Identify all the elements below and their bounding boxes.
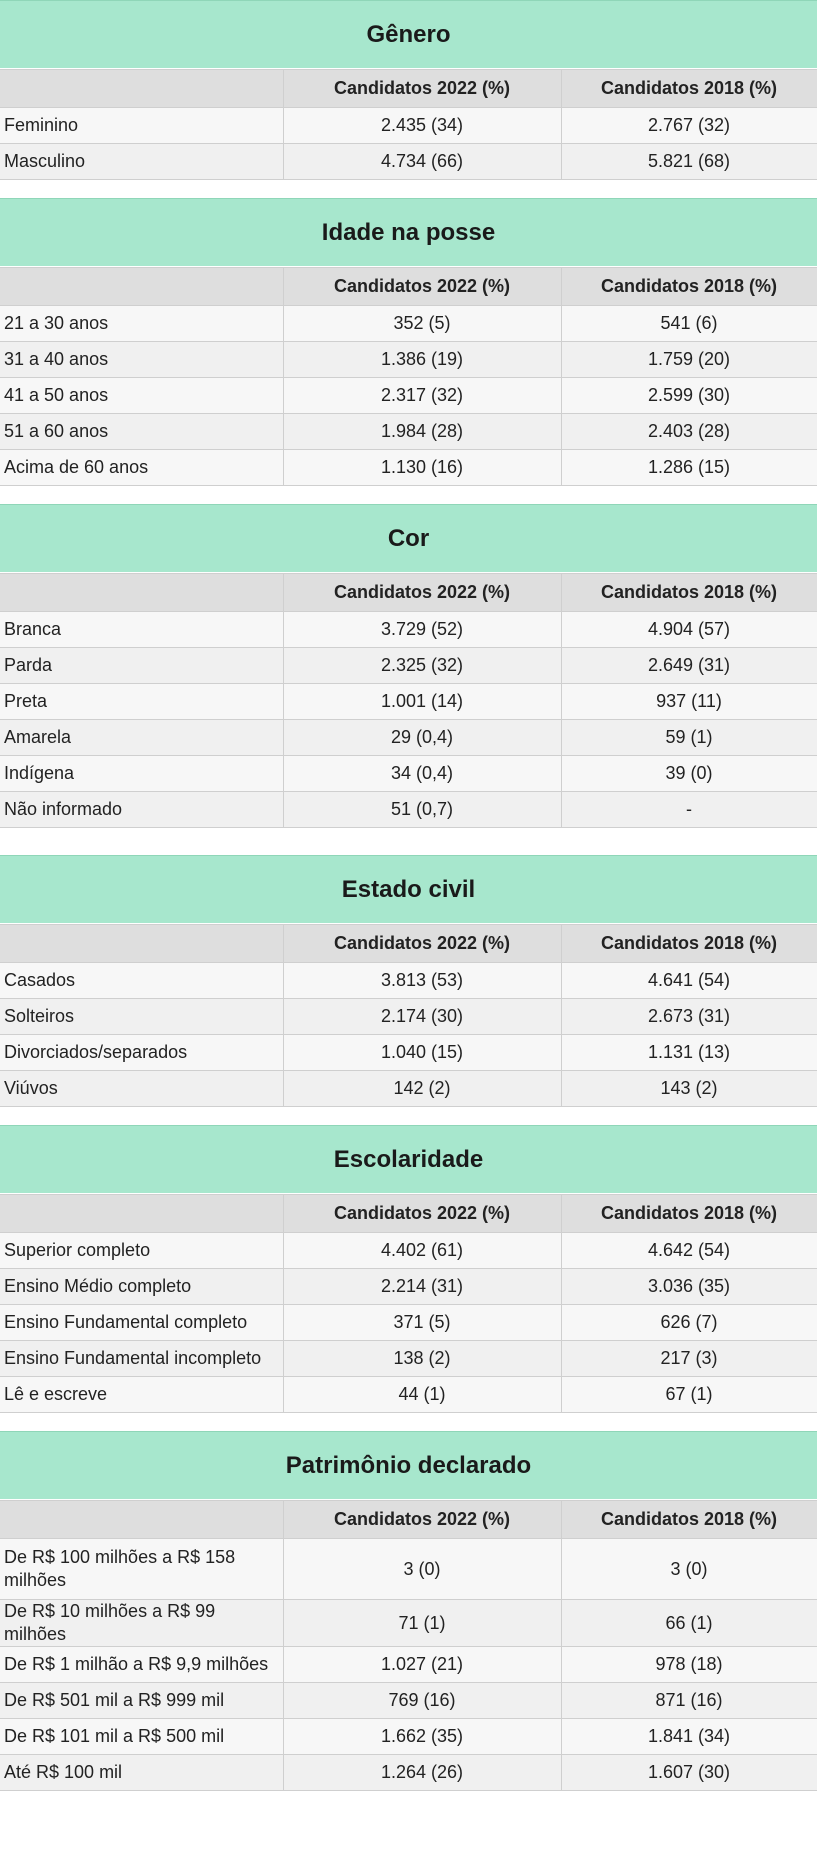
table-row: [0, 1647, 817, 1683]
row-label: Lê e escreve: [0, 1377, 283, 1413]
value-2018: 1.286 (15): [561, 450, 817, 486]
row-label: Preta: [0, 684, 283, 720]
row-label: 51 a 60 anos: [0, 414, 283, 450]
data-table: [0, 267, 817, 486]
section-patrimonio-declarado: [0, 1431, 817, 1791]
value-2022: 71 (1): [283, 1600, 561, 1647]
row-label: Feminino: [0, 108, 283, 144]
value-2022: 1.040 (15): [283, 1035, 561, 1071]
section-escolaridade: [0, 1125, 817, 1413]
table-row: [0, 378, 817, 414]
value-2018: 3.036 (35): [561, 1269, 817, 1305]
header-candidatos-2022: Candidatos 2022 (%): [283, 268, 561, 306]
header-candidatos-2022: Candidatos 2022 (%): [283, 70, 561, 108]
row-label: 31 a 40 anos: [0, 342, 283, 378]
table-row: [0, 684, 817, 720]
section-cor: [0, 504, 817, 828]
table-row: [0, 792, 817, 828]
value-2018: 4.641 (54): [561, 963, 817, 999]
value-2022: 1.001 (14): [283, 684, 561, 720]
value-2022: 352 (5): [283, 306, 561, 342]
value-2022: 138 (2): [283, 1341, 561, 1377]
value-2018: 937 (11): [561, 684, 817, 720]
table-row: [0, 1719, 817, 1755]
table-row: [0, 1377, 817, 1413]
header-candidatos-2022: Candidatos 2022 (%): [283, 925, 561, 963]
section-estado-civil: [0, 855, 817, 1107]
value-2018: 4.642 (54): [561, 1233, 817, 1269]
row-label: Parda: [0, 648, 283, 684]
value-2018: 217 (3): [561, 1341, 817, 1377]
row-label: Divorciados/separados: [0, 1035, 283, 1071]
row-label: Branca: [0, 612, 283, 648]
section-title: Gênero: [0, 0, 817, 69]
header-row: [0, 925, 817, 963]
value-2022: 2.317 (32): [283, 378, 561, 414]
data-table: [0, 573, 817, 828]
table-row: [0, 342, 817, 378]
row-label: Ensino Médio completo: [0, 1269, 283, 1305]
table-row: [0, 963, 817, 999]
row-label: Até R$ 100 mil: [0, 1755, 283, 1791]
header-row: [0, 268, 817, 306]
value-2018: 66 (1): [561, 1600, 817, 1647]
value-2022: 29 (0,4): [283, 720, 561, 756]
value-2018: 541 (6): [561, 306, 817, 342]
section-spacer: [0, 486, 817, 504]
table-row: [0, 1755, 817, 1791]
value-2022: 34 (0,4): [283, 756, 561, 792]
value-2018: -: [561, 792, 817, 828]
header-empty-cell: [0, 925, 283, 963]
header-candidatos-2018: Candidatos 2018 (%): [561, 574, 817, 612]
header-candidatos-2018: Candidatos 2018 (%): [561, 1501, 817, 1539]
value-2018: 67 (1): [561, 1377, 817, 1413]
row-label: Não informado: [0, 792, 283, 828]
value-2022: 1.264 (26): [283, 1755, 561, 1791]
table-row: [0, 1600, 817, 1647]
value-2022: 1.386 (19): [283, 342, 561, 378]
table-row: [0, 414, 817, 450]
table-row: [0, 648, 817, 684]
row-label: De R$ 10 milhões a R$ 99 milhões: [0, 1600, 283, 1647]
value-2022: 2.174 (30): [283, 999, 561, 1035]
row-label: Superior completo: [0, 1233, 283, 1269]
value-2022: 142 (2): [283, 1071, 561, 1107]
header-candidatos-2022: Candidatos 2022 (%): [283, 1501, 561, 1539]
value-2018: 1.759 (20): [561, 342, 817, 378]
section-spacer: [0, 180, 817, 198]
header-row: [0, 1501, 817, 1539]
data-table: [0, 1500, 817, 1791]
row-label: 21 a 30 anos: [0, 306, 283, 342]
table-row: [0, 1341, 817, 1377]
header-empty-cell: [0, 268, 283, 306]
value-2022: 1.130 (16): [283, 450, 561, 486]
section-spacer: [0, 1107, 817, 1125]
value-2022: 4.734 (66): [283, 144, 561, 180]
table-row: [0, 306, 817, 342]
table-row: [0, 999, 817, 1035]
section-title: Cor: [0, 504, 817, 573]
value-2022: 4.402 (61): [283, 1233, 561, 1269]
header-candidatos-2022: Candidatos 2022 (%): [283, 574, 561, 612]
table-row: [0, 1683, 817, 1719]
row-label: De R$ 101 mil a R$ 500 mil: [0, 1719, 283, 1755]
header-empty-cell: [0, 70, 283, 108]
value-2018: 2.649 (31): [561, 648, 817, 684]
table-row: [0, 1305, 817, 1341]
header-row: [0, 1195, 817, 1233]
value-2018: 626 (7): [561, 1305, 817, 1341]
value-2022: 1.662 (35): [283, 1719, 561, 1755]
value-2018: 978 (18): [561, 1647, 817, 1683]
table-row: [0, 1035, 817, 1071]
value-2022: 2.435 (34): [283, 108, 561, 144]
table-row: [0, 108, 817, 144]
value-2022: 51 (0,7): [283, 792, 561, 828]
table-row: [0, 756, 817, 792]
value-2018: 2.767 (32): [561, 108, 817, 144]
value-2022: 371 (5): [283, 1305, 561, 1341]
header-empty-cell: [0, 574, 283, 612]
value-2018: 2.599 (30): [561, 378, 817, 414]
section-genero: [0, 0, 817, 180]
value-2022: 2.214 (31): [283, 1269, 561, 1305]
value-2022: 3.729 (52): [283, 612, 561, 648]
section-title: Escolaridade: [0, 1125, 817, 1194]
table-row: [0, 1071, 817, 1107]
data-table: [0, 69, 817, 180]
table-row: [0, 450, 817, 486]
header-candidatos-2018: Candidatos 2018 (%): [561, 268, 817, 306]
header-candidatos-2022: Candidatos 2022 (%): [283, 1195, 561, 1233]
table-row: [0, 720, 817, 756]
value-2018: 871 (16): [561, 1683, 817, 1719]
value-2022: 3 (0): [283, 1539, 561, 1600]
row-label: De R$ 100 milhões a R$ 158 milhões: [0, 1539, 283, 1600]
value-2022: 3.813 (53): [283, 963, 561, 999]
row-label: Solteiros: [0, 999, 283, 1035]
value-2022: 1.027 (21): [283, 1647, 561, 1683]
value-2018: 3 (0): [561, 1539, 817, 1600]
header-empty-cell: [0, 1195, 283, 1233]
header-empty-cell: [0, 1501, 283, 1539]
value-2018: 1.131 (13): [561, 1035, 817, 1071]
row-label: Amarela: [0, 720, 283, 756]
header-row: [0, 574, 817, 612]
value-2022: 1.984 (28): [283, 414, 561, 450]
value-2018: 2.673 (31): [561, 999, 817, 1035]
data-table: [0, 924, 817, 1107]
row-label: Ensino Fundamental completo: [0, 1305, 283, 1341]
value-2018: 1.841 (34): [561, 1719, 817, 1755]
row-label: Casados: [0, 963, 283, 999]
row-label: Indígena: [0, 756, 283, 792]
value-2018: 39 (0): [561, 756, 817, 792]
table-row: [0, 1269, 817, 1305]
section-idade-na-posse: [0, 198, 817, 486]
row-label: Ensino Fundamental incompleto: [0, 1341, 283, 1377]
row-label: De R$ 501 mil a R$ 999 mil: [0, 1683, 283, 1719]
table-row: [0, 612, 817, 648]
value-2022: 44 (1): [283, 1377, 561, 1413]
header-row: [0, 70, 817, 108]
section-title: Patrimônio declarado: [0, 1431, 817, 1500]
row-label: Masculino: [0, 144, 283, 180]
header-candidatos-2018: Candidatos 2018 (%): [561, 1195, 817, 1233]
section-title: Idade na posse: [0, 198, 817, 267]
header-candidatos-2018: Candidatos 2018 (%): [561, 70, 817, 108]
section-spacer: [0, 1413, 817, 1431]
table-row: [0, 144, 817, 180]
value-2018: 5.821 (68): [561, 144, 817, 180]
value-2018: 59 (1): [561, 720, 817, 756]
data-table: [0, 1194, 817, 1413]
header-candidatos-2018: Candidatos 2018 (%): [561, 925, 817, 963]
value-2018: 143 (2): [561, 1071, 817, 1107]
value-2018: 4.904 (57): [561, 612, 817, 648]
value-2018: 2.403 (28): [561, 414, 817, 450]
row-label: De R$ 1 milhão a R$ 9,9 milhões: [0, 1647, 283, 1683]
section-title: Estado civil: [0, 855, 817, 924]
table-row: [0, 1539, 817, 1600]
section-spacer: [0, 828, 817, 855]
row-label: 41 a 50 anos: [0, 378, 283, 414]
value-2022: 2.325 (32): [283, 648, 561, 684]
row-label: Viúvos: [0, 1071, 283, 1107]
value-2018: 1.607 (30): [561, 1755, 817, 1791]
row-label: Acima de 60 anos: [0, 450, 283, 486]
value-2022: 769 (16): [283, 1683, 561, 1719]
table-row: [0, 1233, 817, 1269]
